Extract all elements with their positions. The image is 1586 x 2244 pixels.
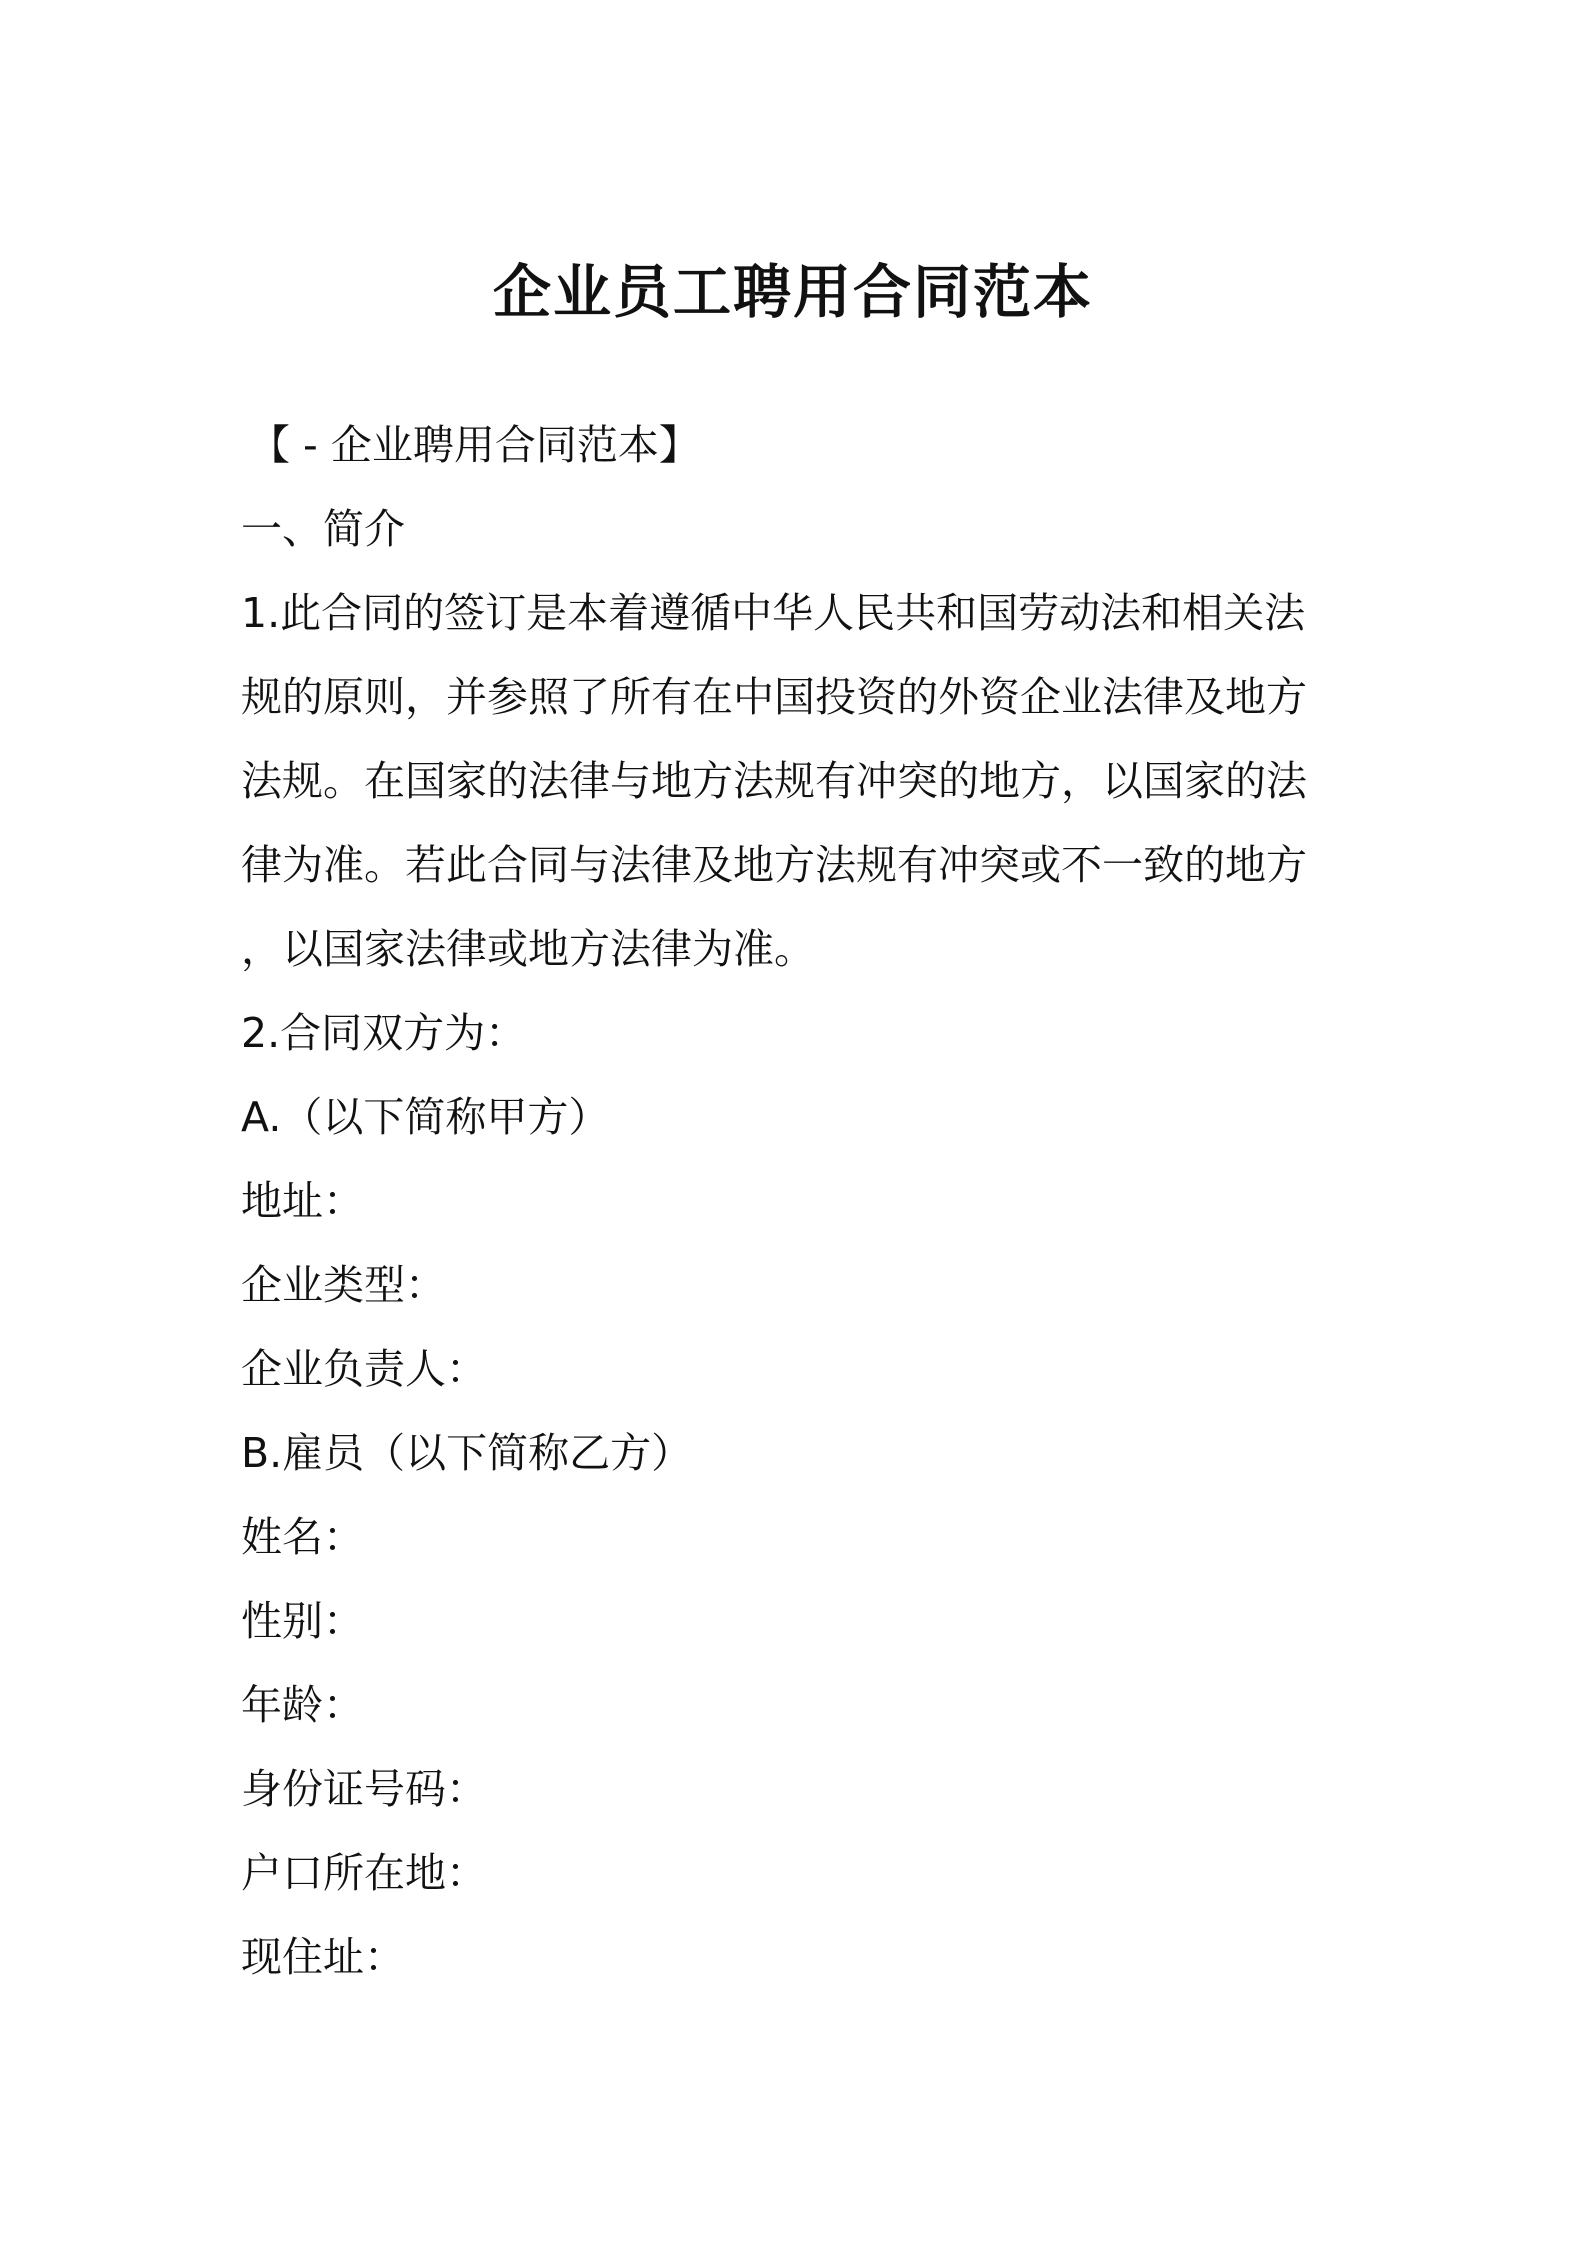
field-address: 地址： bbox=[241, 1177, 364, 1225]
paragraph-line-3: 法规。在国家的法律与地方法规有冲突的地方，以国家的法 bbox=[241, 757, 1307, 805]
field-id-number: 身份证号码： bbox=[241, 1765, 487, 1813]
field-company-leader: 企业负责人： bbox=[241, 1345, 487, 1393]
document-body bbox=[241, 403, 1361, 1999]
document-title: 企业员工聘用合同范本 bbox=[492, 258, 1093, 326]
field-household-registration: 户口所在地： bbox=[241, 1849, 487, 1897]
parties-heading: 2.合同双方为： bbox=[241, 1009, 527, 1057]
party-a-label: A.（以下简称甲方） bbox=[241, 1093, 610, 1141]
paragraph-line-1: 1.此合同的签订是本着遵循中华人民共和国劳动法和相关法 bbox=[241, 589, 1306, 637]
field-current-address: 现住址： bbox=[241, 1933, 405, 1981]
paragraph-line-5: ，以国家法律或地方法律为准。 bbox=[241, 925, 815, 973]
section-heading-intro: 一、简介 bbox=[241, 505, 405, 553]
field-gender: 性别： bbox=[241, 1597, 364, 1645]
paragraph-line-2: 规的原则，并参照了所有在中国投资的外资企业法律及地方 bbox=[241, 673, 1307, 721]
field-name: 姓名： bbox=[241, 1513, 364, 1561]
field-age: 年龄： bbox=[241, 1681, 364, 1729]
field-company-type: 企业类型： bbox=[241, 1261, 446, 1309]
paragraph-line-4: 律为准。若此合同与法律及地方法规有冲突或不一致的地方 bbox=[241, 841, 1307, 889]
section-heading-template: 【 - 企业聘用合同范本】 bbox=[249, 421, 700, 469]
party-b-label: B.雇员（以下简称乙方） bbox=[241, 1429, 693, 1477]
